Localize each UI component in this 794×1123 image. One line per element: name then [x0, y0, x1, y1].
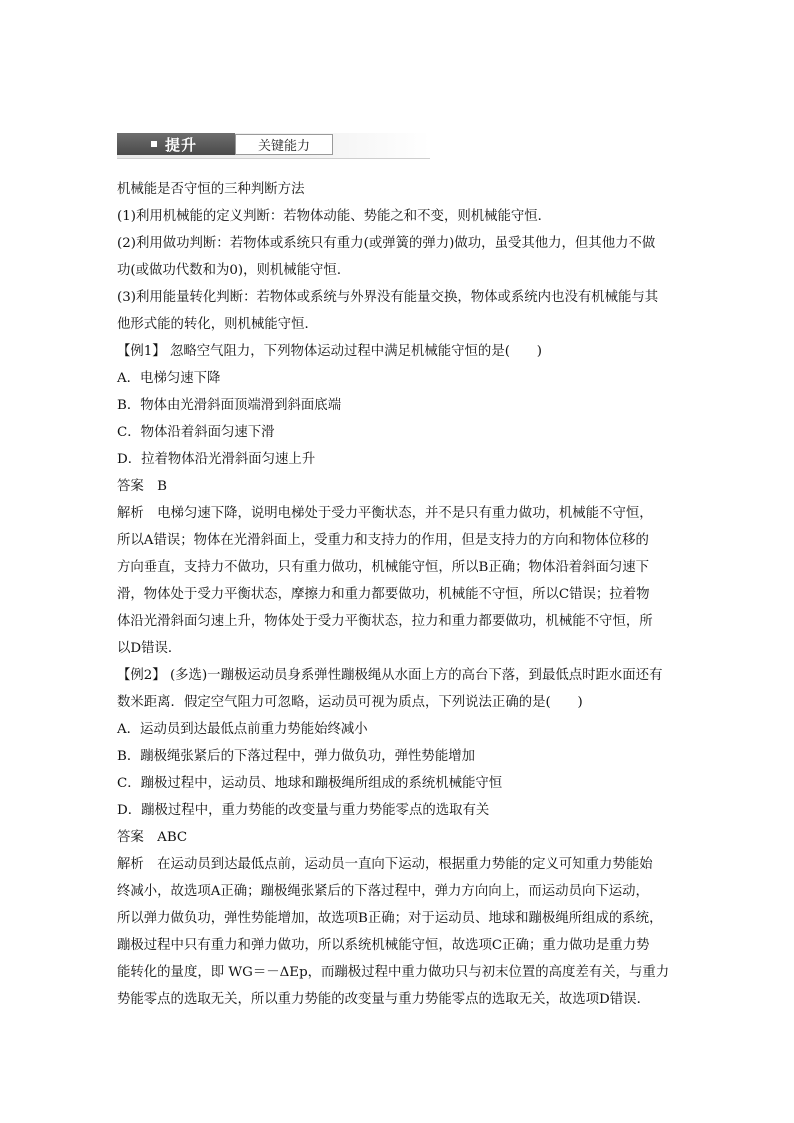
- example1-option-b: B．物体由光滑斜面顶端滑到斜面底端: [117, 398, 342, 413]
- example2-option-d: D．蹦极过程中，重力势能的改变量与重力势能零点的选取有关: [117, 803, 490, 818]
- example1-analysis-5: 体沿光滑斜面匀速上升，物体处于受力平衡状态，拉力和重力都要做功，机械能不守恒，所: [117, 614, 653, 629]
- example2-analysis-2: 终减小，故选项A正确；蹦极绳张紧后的下落过程中，弹力方向向上，而运动员向下运动，: [117, 884, 649, 899]
- intro-title: 机械能是否守恒的三种判断方法: [117, 182, 305, 197]
- example2-option-c: C．蹦极过程中，运动员、地球和蹦极绳所组成的系统机械能守恒: [117, 776, 503, 791]
- example1-question: 【例1】 忽略空气阻力，下列物体运动过程中满足机械能守恒的是( ): [117, 344, 542, 359]
- example1-analysis-3: 方向垂直，支持力不做功，只有重力做功，机械能守恒，所以B正确；物体沿着斜面匀速下: [117, 560, 650, 575]
- example1-analysis-4: 滑，物体处于受力平衡状态，摩擦力和重力都要做功，机械能不守恒，所以C错误；拉着物: [117, 587, 650, 602]
- example2-answer: 答案 ABC: [117, 830, 188, 845]
- section-header-tab: 关键能力: [235, 134, 333, 155]
- example2-question-1: 【例2】 (多选)一蹦极运动员身系弹性蹦极绳从水面上方的高台下落，到最低点时距水面还有: [117, 668, 663, 683]
- example2-option-a: A．运动员到达最低点前重力势能始终减小: [117, 722, 368, 737]
- example2-analysis-5: 能转化的量度，即 WG＝－ΔEp，而蹦极过程中重力做功只与初末位置的高度差有关，与重力: [117, 965, 670, 980]
- method-2-line-2: 功(或做功代数和为0)，则机械能守恒．: [117, 263, 351, 278]
- example2-analysis-6: 势能零点的选取无关，所以重力势能的改变量与重力势能零点的选取无关，故选项D错误．: [117, 992, 650, 1007]
- example1-option-c: C．物体沿着斜面匀速下滑: [117, 425, 275, 440]
- example1-option-a: A．电梯匀速下降: [117, 371, 221, 386]
- example1-analysis-2: 所以A错误；物体在光滑斜面上，受重力和支持力的作用，但是支持力的方向和物体位移的: [117, 533, 649, 548]
- example1-analysis-6: 以D错误．: [117, 641, 182, 656]
- example1-answer: 答案 B: [117, 479, 168, 494]
- method-3-line-2: 他形式能的转化，则机械能守恒．: [117, 317, 318, 332]
- example2-question-2: 数米距离．假定空气阻力可忽略，运动员可视为质点，下列说法正确的是( ): [117, 695, 583, 710]
- example2-analysis-1: 解析 在运动员到达最低点前，运动员一直向下运动，根据重力势能的定义可知重力势能始: [117, 857, 653, 872]
- example2-analysis-4: 蹦极过程中只有重力和弹力做功，所以系统机械能守恒，故选项C正确；重力做功是重力势: [117, 938, 650, 953]
- example2-analysis-3: 所以弹力做负功，弹性势能增加，故选项B正确；对于运动员、地球和蹦极绳所组成的系统，: [117, 911, 663, 926]
- example1-analysis-1: 解析 电梯匀速下降，说明电梯处于受力平衡状态，并不是只有重力做功，机械能不守恒，: [117, 506, 653, 521]
- section-header-label-box: [117, 133, 235, 155]
- document-body: [117, 176, 679, 1013]
- example2-option-b: B．蹦极绳张紧后的下落过程中，弹力做负功，弹性势能增加: [117, 749, 475, 764]
- square-bullet-icon: [151, 141, 157, 147]
- section-header-label: 提升: [165, 135, 198, 154]
- method-2-line-1: (2)利用做功判断：若物体或系统只有重力(或弹簧的弹力)做功，虽受其他力，但其他力不做: [117, 236, 656, 251]
- method-1: (1)利用机械能的定义判断：若物体动能、势能之和不变，则机械能守恒．: [117, 209, 552, 224]
- method-3-line-1: (3)利用能量转化判断：若物体或系统与外界没有能量交换，物体或系统内也没有机械能与其: [117, 290, 659, 305]
- example1-option-d: D．拉着物体沿光滑斜面匀速上升: [117, 452, 316, 467]
